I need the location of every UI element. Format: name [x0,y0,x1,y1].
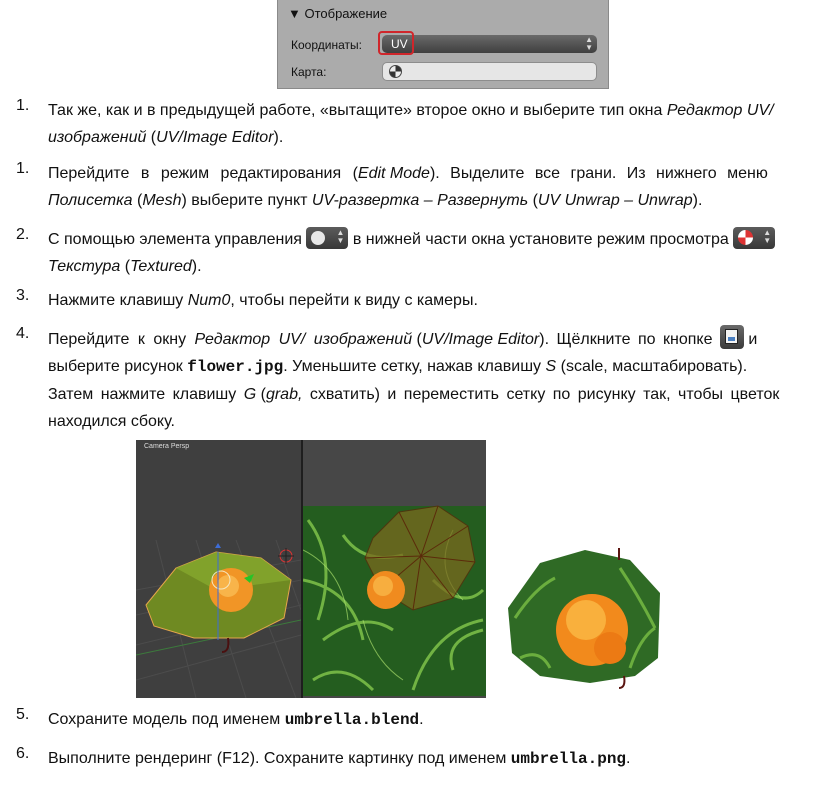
blender-screenshot [136,440,486,698]
toggle-control-icon: ▲ ▼ [306,227,348,249]
display-panel [277,0,609,89]
step-text: С помощью элемента управления ▲ ▼ в нижней части окна установите режим просмотра ▲ ▼ Текстура (Textured). [48,226,816,280]
step-number: 4. [16,325,30,342]
map-field[interactable] [382,62,597,81]
3d-viewport [136,440,301,698]
step-text: Выполните рендеринг (F12). Сохраните картинку под именем umbrella.png. [48,750,631,768]
step-text: Перейдите в режим редактирования (Edit Mode). Выделите все грани. Из нижнего меню Полисетка (Mesh) выберите пункт UV-развертка – Развернуть (UV Unwrap – Unwrap). [48,165,768,209]
step-text: Сохраните модель под именем umbrella.blend. [48,711,424,729]
texture-mode-icon: ▲ ▼ [733,227,775,249]
step-text: Так же, как и в предыдущей работе, «вытащите» второе окно и выберите тип окна Редактор UV/ изображений (UV/Image Editor). [48,102,774,146]
updown-arrows-icon: ▲ ▼ [585,35,593,52]
step-number: 5. [16,706,30,723]
texture-icon [389,65,402,78]
step-number: 2. [16,226,30,243]
coords-select[interactable] [382,35,597,53]
rendered-umbrella-image [500,548,670,693]
map-label: Карта: [291,65,327,79]
step-number: 1. [16,160,30,177]
step-number: 6. [16,745,30,762]
uv-image-editor [303,440,486,698]
coords-value: UV [391,37,408,51]
uv-editor-scene [303,440,486,698]
viewport-scene [136,440,301,698]
uv-highlight-frame [378,31,414,55]
step-text: Перейдите к окну Редактор UV/ изображений (UV/Image Editor). Щёлкните по кнопке и выберите рисунок flower.jpg. Уменьшите сетку, нажав клавишу S (scale, масштабировать). Затем нажмите клавишу G (grab, схватить) и переместить сетку по рисунку так, чтобы цветок находился сбоку. [48,325,816,435]
step-number: 3. [16,287,30,304]
panel-title[interactable]: ▼ Отображение [288,6,388,21]
step-text: Нажмите клавишу Num0, чтобы перейти к виду с камеры. [48,292,478,309]
viewport-label: Camera Persp [144,443,190,450]
step-number: 1. [16,97,30,114]
coords-label: Координаты: [291,38,362,52]
image-open-icon [720,325,744,349]
